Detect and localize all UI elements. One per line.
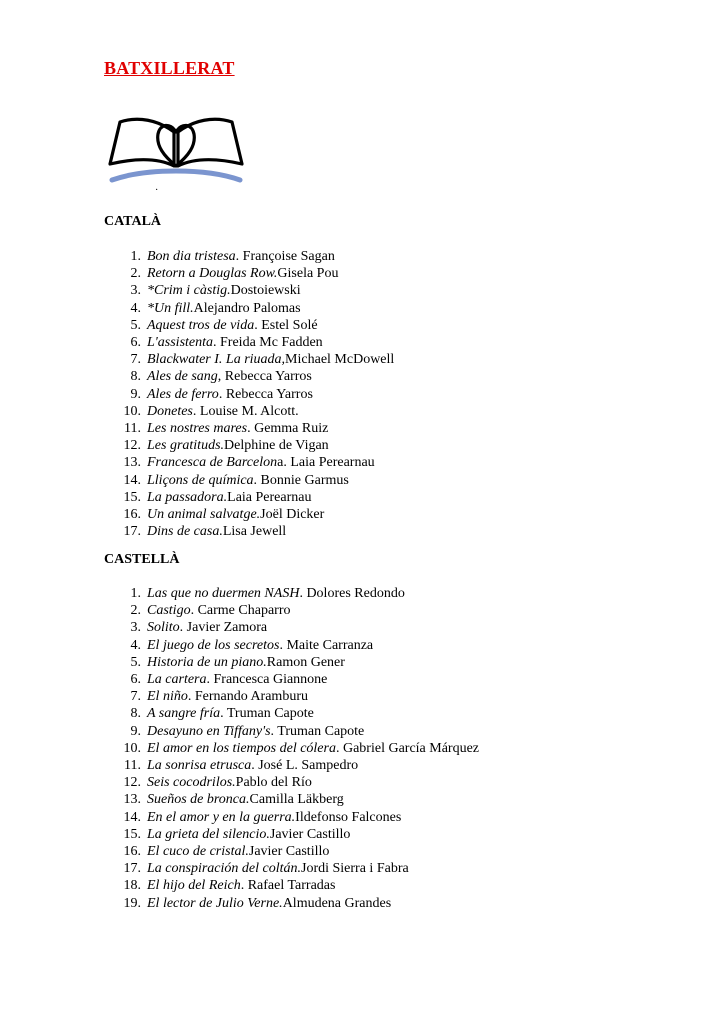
list-item bbox=[104, 791, 479, 808]
book-author: Pablo del Río bbox=[235, 775, 312, 791]
item-number: 12. bbox=[123, 775, 141, 791]
list-item bbox=[104, 300, 394, 317]
item-number: 16. bbox=[123, 507, 141, 523]
list-item bbox=[104, 386, 394, 403]
book-list-catala bbox=[104, 248, 394, 540]
book-title: Ales de sang bbox=[147, 369, 218, 385]
book-author: . Rafael Tarradas bbox=[240, 878, 336, 894]
book-title: Aquest tros de vida bbox=[147, 317, 255, 333]
book-title: La sonrisa etrusca bbox=[147, 758, 252, 774]
item-number: 7. bbox=[130, 689, 141, 705]
list-item bbox=[104, 317, 394, 334]
item-number: 17. bbox=[123, 524, 141, 540]
item-number: 3. bbox=[130, 620, 141, 636]
list-item bbox=[104, 843, 479, 860]
item-number: 2. bbox=[130, 603, 141, 619]
book-title: La passadora. bbox=[147, 489, 228, 505]
book-author: Dostoiewski bbox=[230, 283, 301, 299]
list-item bbox=[104, 723, 479, 740]
list-item bbox=[104, 334, 394, 351]
book-title: La grieta del silencio. bbox=[147, 826, 270, 842]
list-item bbox=[104, 437, 394, 454]
book-author: . Bonnie Garmus bbox=[253, 472, 349, 488]
book-title: El hijo del Reich bbox=[147, 878, 241, 894]
item-number: 4. bbox=[130, 300, 141, 316]
book-author: Ramon Gener bbox=[266, 654, 345, 670]
list-item bbox=[104, 368, 394, 385]
logo-mark: · bbox=[155, 185, 159, 196]
item-number: 11. bbox=[124, 421, 141, 437]
item-number: 9. bbox=[130, 386, 141, 402]
list-item bbox=[104, 265, 394, 282]
book-title: En el amor y en la guerra. bbox=[147, 809, 296, 825]
list-item bbox=[104, 585, 479, 602]
book-author: Javier Castillo bbox=[248, 844, 330, 860]
book-title: El juego de los secretos bbox=[147, 637, 280, 653]
book-title: Bon dia tristesa bbox=[147, 249, 236, 264]
item-number: 15. bbox=[123, 826, 141, 842]
book-title: El niño bbox=[147, 689, 188, 705]
book-author: . Gemma Ruiz bbox=[247, 421, 329, 437]
list-item bbox=[104, 420, 394, 437]
book-title: El lector de Julio Verne. bbox=[147, 895, 283, 911]
book-title: Francesca de Barcelon bbox=[147, 455, 278, 471]
list-item bbox=[104, 757, 479, 774]
book-title: El cuco de cristal. bbox=[147, 844, 249, 860]
item-number: 9. bbox=[130, 723, 141, 739]
book-author: . José L. Sampedro bbox=[251, 758, 359, 774]
book-title: Las que no duermen NASH bbox=[147, 586, 300, 601]
book-title: Ales de ferro bbox=[147, 386, 219, 402]
book-title: Retorn a Douglas Row. bbox=[147, 266, 278, 282]
book-title: Castigo bbox=[147, 603, 191, 619]
list-item bbox=[104, 688, 479, 705]
book-title: L'assistenta bbox=[147, 335, 214, 351]
list-item bbox=[104, 809, 479, 826]
book-title: Lliçons de química bbox=[147, 472, 254, 488]
item-number: 1. bbox=[130, 586, 141, 601]
item-number: 16. bbox=[123, 844, 141, 860]
item-number: 12. bbox=[123, 438, 141, 454]
item-number: 10. bbox=[123, 403, 141, 419]
book-author: Jordi Sierra i Fabra bbox=[301, 861, 409, 877]
book-title: *Un fill. bbox=[147, 300, 194, 316]
list-item bbox=[104, 654, 479, 671]
book-title: Les gratituds. bbox=[147, 438, 225, 454]
book-author: Gisela Pou bbox=[277, 266, 339, 282]
list-item bbox=[104, 489, 394, 506]
list-item bbox=[104, 506, 394, 523]
item-number: 3. bbox=[130, 283, 141, 299]
list-item bbox=[104, 472, 394, 489]
list-item bbox=[104, 602, 479, 619]
open-book-heart-icon bbox=[106, 106, 246, 192]
item-number: 4. bbox=[130, 637, 141, 653]
item-number: 7. bbox=[130, 352, 141, 368]
item-number: 2. bbox=[130, 266, 141, 282]
book-author: Joël Dicker bbox=[260, 507, 325, 523]
book-title: El amor en los tiempos del cólera bbox=[147, 740, 336, 756]
item-number: 5. bbox=[130, 317, 141, 333]
book-title: Historia de un piano. bbox=[147, 654, 267, 670]
book-title: Dins de casa. bbox=[147, 524, 223, 540]
book-title: A sangre fría bbox=[147, 706, 221, 722]
book-author: , Rebecca Yarros bbox=[217, 369, 312, 385]
book-title: Sueños de bronca. bbox=[147, 792, 250, 808]
item-number: 19. bbox=[123, 895, 141, 911]
book-author: . Françoise Sagan bbox=[235, 249, 335, 264]
item-number: 13. bbox=[123, 792, 141, 808]
item-number: 6. bbox=[130, 672, 141, 688]
item-number: 1. bbox=[130, 249, 141, 264]
item-number: 8. bbox=[130, 369, 141, 385]
book-title: La conspiración del coltán. bbox=[147, 861, 301, 877]
book-author: Alejandro Palomas bbox=[193, 300, 301, 316]
list-item bbox=[104, 826, 479, 843]
list-item bbox=[104, 403, 394, 420]
book-author: Delphine de Vigan bbox=[224, 438, 329, 454]
list-item bbox=[104, 637, 479, 654]
list-item bbox=[104, 860, 479, 877]
book-author: . Truman Capote bbox=[270, 723, 365, 739]
list-item bbox=[104, 774, 479, 791]
book-author: . Gabriel García Márquez bbox=[335, 740, 480, 756]
book-title: Desayuno en Tiffany's bbox=[147, 723, 271, 739]
item-number: 11. bbox=[124, 758, 141, 774]
item-number: 14. bbox=[123, 472, 141, 488]
book-author: . Francesca Giannone bbox=[206, 672, 328, 688]
list-item bbox=[104, 619, 479, 636]
list-item bbox=[104, 248, 394, 265]
book-list-castella bbox=[104, 585, 479, 912]
book-title: Solito bbox=[147, 620, 180, 636]
item-number: 10. bbox=[123, 740, 141, 756]
list-item bbox=[104, 282, 394, 299]
item-number: 15. bbox=[123, 489, 141, 505]
book-author: . Freida Mc Fadden bbox=[213, 335, 323, 351]
book-author: Lisa Jewell bbox=[222, 524, 287, 540]
book-author: . Estel Solé bbox=[254, 317, 318, 333]
item-number: 17. bbox=[123, 861, 141, 877]
book-title: La cartera bbox=[147, 672, 207, 688]
book-author: . Maite Carranza bbox=[279, 637, 374, 653]
book-author: Camilla Läkberg bbox=[249, 792, 344, 808]
book-author: a. Laia Perearnau bbox=[277, 455, 375, 471]
list-item bbox=[104, 351, 394, 368]
list-item bbox=[104, 671, 479, 688]
book-author: . Rebecca Yarros bbox=[218, 386, 313, 402]
item-number: 6. bbox=[130, 335, 141, 351]
book-author: Javier Castillo bbox=[269, 826, 351, 842]
book-author: . Carme Chaparro bbox=[190, 603, 291, 619]
item-number: 14. bbox=[123, 809, 141, 825]
list-item bbox=[104, 877, 479, 894]
list-item bbox=[104, 705, 479, 722]
book-title: Les nostres mares bbox=[147, 421, 248, 437]
book-title: Un animal salvatge. bbox=[147, 507, 261, 523]
book-author: . Dolores Redondo bbox=[299, 586, 405, 601]
page-title: BATXILLERAT bbox=[104, 58, 235, 78]
book-author: Laia Perearnau bbox=[227, 489, 312, 505]
book-author: . Javier Zamora bbox=[179, 620, 268, 636]
list-item bbox=[104, 740, 479, 757]
book-author: . Louise M. Alcott. bbox=[192, 403, 299, 419]
list-item bbox=[104, 454, 394, 471]
book-author: Michael McDowell bbox=[285, 352, 395, 368]
book-title: Donetes bbox=[147, 403, 193, 419]
list-item bbox=[104, 523, 394, 540]
list-item bbox=[104, 895, 479, 912]
book-author: . Fernando Aramburu bbox=[187, 689, 308, 705]
item-number: 13. bbox=[123, 455, 141, 471]
book-author: Ildefonso Falcones bbox=[295, 809, 402, 825]
item-number: 8. bbox=[130, 706, 141, 722]
book-author: . Truman Capote bbox=[220, 706, 314, 722]
section-heading-castella: CASTELLÀ bbox=[104, 552, 180, 567]
book-title: Blackwater I. La riuada, bbox=[147, 352, 286, 368]
book-author: Almudena Grandes bbox=[282, 895, 392, 911]
item-number: 18. bbox=[123, 878, 141, 894]
item-number: 5. bbox=[130, 654, 141, 670]
book-title: *Crim i càstig. bbox=[147, 283, 231, 299]
book-title: Seis cocodrilos. bbox=[147, 775, 236, 791]
section-heading-catala: CATALÀ bbox=[104, 214, 162, 229]
